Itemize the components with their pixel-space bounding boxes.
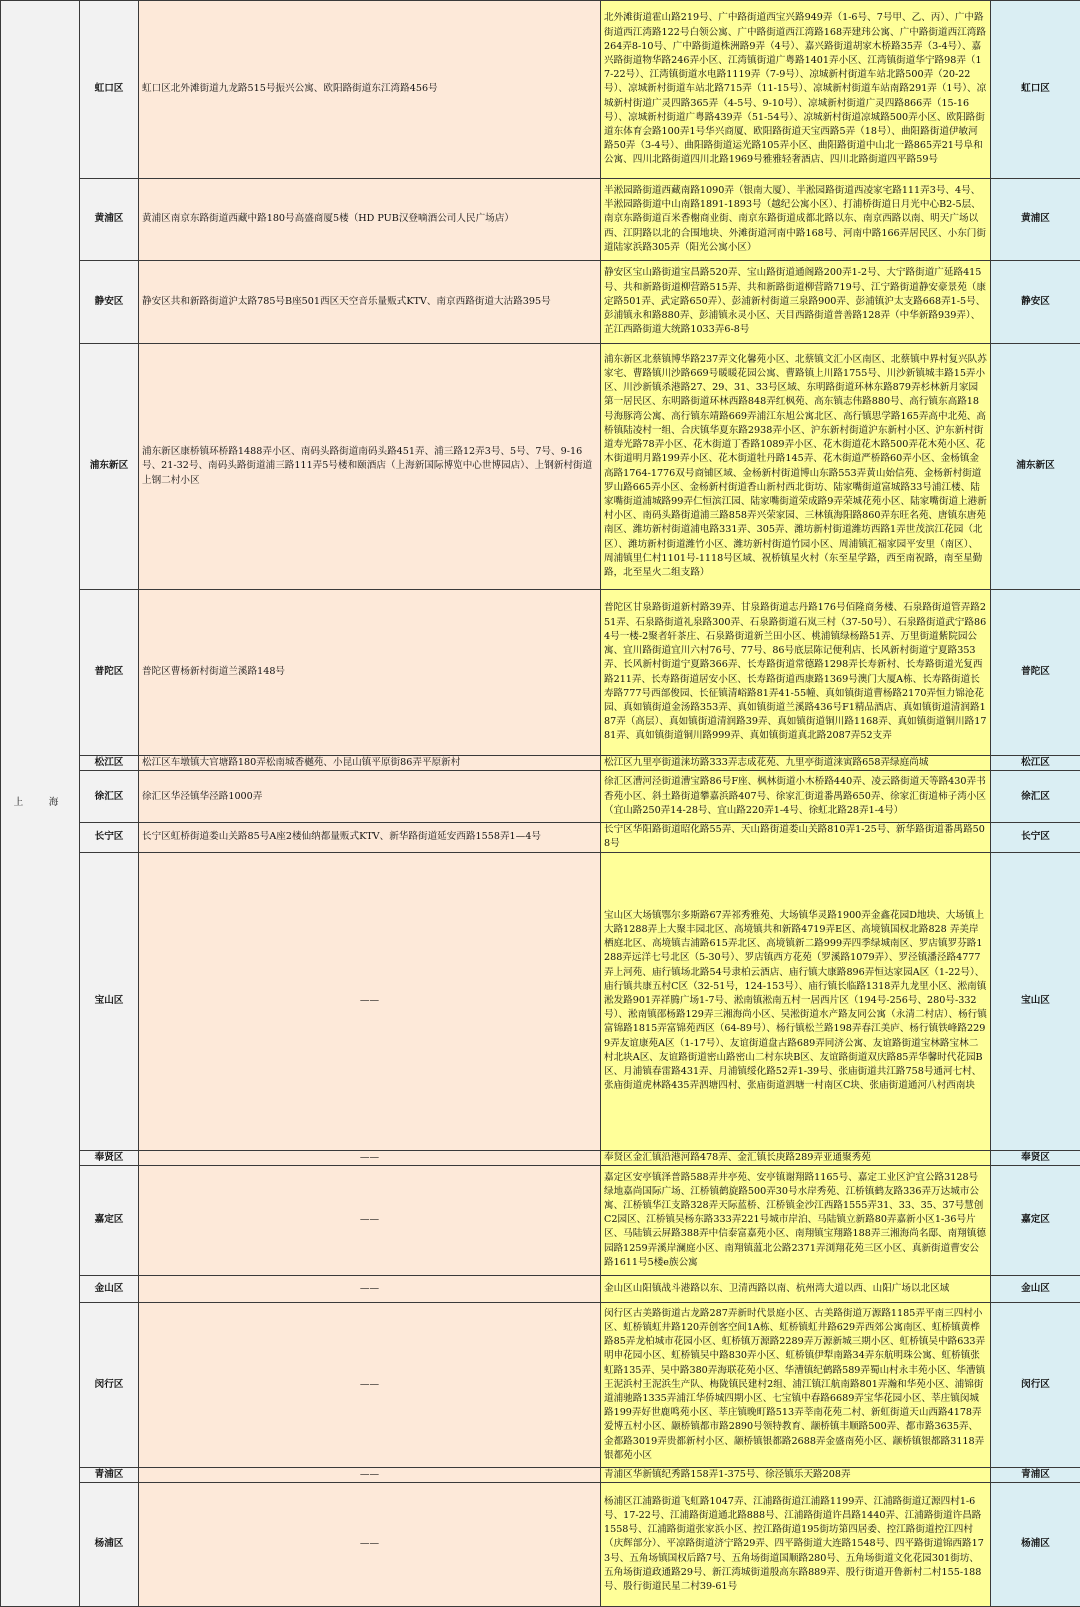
district-cell-right: 嘉定区	[991, 1165, 1080, 1275]
high-risk-cell: 松江区车墩镇大官塘路180弄松南城香樾苑、小昆山镇平原街86弄平原新村	[139, 756, 601, 771]
mid-risk-cell: 浦东新区北蔡镇博华路237弄文化馨苑小区、北蔡镇文汇小区南区、北蔡镇中界村复兴队苏家宅、曹路镇川沙路669号暖暖花园公寓、曹路镇上川路1755号、川沙新镇城丰路15弄小区、川沙新镇杀港路27、29、31、33号区域、东明路街道环林东路879弄杉林新月家园第一居民区、东明路街道环林西路848弄红枫苑、高东镇志伟路880号、高行镇东高路18号海豚湾公寓、高行镇东靖路669弄浦江东旭公寓北区、高行镇思学路165弄高中北苑、高桥镇陆凌村一组、合庆镇华夏东路2938弄小区、沪东新村街道沪东新村小区、沪东新村街道寿光路78弄小区、花木街道丁香路1089弄小区、花木街道花木路500弄花木苑小区、花木街道明月路199弄小区、花木街道牡丹路145弄、花木街道严桥路60弄小区、金杨镇金高路1764-1776双号商铺区域、金杨新村街道博山东路553弄黄山始信苑、金杨新村街道罗山路665弄小区、金杨新村街道香山新村西北街坊、陆家嘴街道富城路33号浦江楼、陆家嘴街道浦城路99弄仁恒滨江园、陆家嘴街道荣成路9弄荣城花苑小区、陆家嘴街道上港新村小区、南码头路街道浦三路858弄兴荣家园、三林镇海阳路860弄东旺名苑、唐镇东唐苑南区、潍坊新村街道浦电路331弄、305弄、潍坊新村街道潍坊西路1弄世茂滨江花园（北区）、潍坊新村街道潍竹小区、潍坊新村街道竹园小区、周浦镇汇福家园平安里（南区）、周浦镇里仁村1101号-1118号区域、祝桥镇星火村（东至星学路，西至南祝路，南至星勤路，北至星火二组支路）	[601, 344, 991, 590]
table-row	[1, 1275, 1080, 1302]
district-cell: 金山区	[80, 1275, 139, 1302]
mid-risk-cell: 徐汇区漕河泾街道漕宝路86号F座、枫林街道小木桥路440弄、凌云路街道天等路430弄书香苑小区、斜土路街道攀嘉浜路407号、徐家汇街道番禺路650弄、徐家汇街道柿子湾小区（宜山路250弄14-28号、宜山路220弄1-4号、徐虹北路28弄1-4号）	[601, 771, 991, 823]
district-cell-right: 闵行区	[991, 1302, 1080, 1467]
district-cell: 杨浦区	[80, 1483, 139, 1607]
table-row	[1, 823, 1080, 852]
mid-risk-cell: 北外滩街道霍山路219号、广中路街道西宝兴路949弄（1-6号、7号甲、乙、丙）、广中路街道西江湾路122号白领公寓、广中路街道西江湾路168弄建玮公寓、广中路街道西江湾路264弄8-10号、广中路街道株洲路9弄（4号）、嘉兴路街道胡家木桥路35弄（3-4号）、嘉兴路街道物华路246弄小区、江湾镇街道广粤路1401弄小区、江湾镇街道华宁路98弄（17-22号）、江湾镇街道水电路1119弄（7-9号）、凉城新村街道车站北路500弄（20-22号）、凉城新村街道车站北路715弄（11-15号）、凉城新村街道车站南路291弄（1号）、凉城新村街道广灵四路365弄（4-5号、9-10号）、凉城新村街道广灵四路866弄（15-16号）、凉城新村街道广粤路439弄（51-54号）、凉城新村街道凉城路500弄小区、欧阳路街道东体育会路100弄1号华兴商厦、欧阳路街道天宝西路5弄（18号）、曲阳路街道伊敏河路50弄（3-4号）、曲阳路街道运光路105弄小区、曲阳路街道中山北一路865弄21号阜和公寓、四川北路街道四川北路1969号雅雅轻奢酒店、四川北路街道四平路59号	[601, 1, 991, 179]
table-row	[1, 1150, 1080, 1165]
district-cell: 闵行区	[80, 1302, 139, 1467]
district-cell: 奉贤区	[80, 1150, 139, 1165]
district-cell: 徐汇区	[80, 771, 139, 823]
district-cell: 浦东新区	[80, 344, 139, 590]
high-risk-cell: 黄浦区南京东路街道西藏中路180号高盛商厦5楼（HD PUB汉登嘀酒公司人民广场店）	[139, 179, 601, 261]
table-row	[1, 590, 1080, 756]
table-row	[1, 852, 1080, 1150]
high-risk-cell: 静安区共和新路街道沪太路785号B座501西区天空音乐量贩式KTV、南京西路街道大沽路395号	[139, 261, 601, 344]
mid-risk-cell: 半淞园路街道西藏南路1090弄（银南大厦）、半淞园路街道西凌家宅路111弄3号、4号、半淞园路街道中山南路1891-1893号（越纪公寓小区）、打浦桥街道日月光中心B2-5层、南京东路街道百米香榭商业街、南京东路街道成都北路以东、南京西路以南、明天广场以西、江阴路以北的合围地块、外滩街道河南中路168号、河南中路166弄居民区、小东门街道陆家浜路305弄（阳光公寓小区）	[601, 179, 991, 261]
high-risk-cell: ——	[139, 1275, 601, 1302]
table-row	[1, 179, 1080, 261]
district-cell-right: 浦东新区	[991, 344, 1080, 590]
high-risk-cell: ——	[139, 1302, 601, 1467]
mid-risk-cell: 长宁区华阳路街道昭化路55弄、天山路街道娄山关路810弄1-25号、新华路街道番禺路508号	[601, 823, 991, 852]
high-risk-cell: ——	[139, 1467, 601, 1482]
table-row	[1, 1467, 1080, 1482]
high-risk-cell: 浦东新区康桥镇环桥路1488弄小区、南码头路街道南码头路451弄、浦三路12弄3号、5号、7号、9-16号、21-32号、南码头路街道浦三路111弄5号楼和颐酒店（上海新国际博览中心世博园店）、上钢新村街道上钢二村小区	[139, 344, 601, 590]
district-cell: 静安区	[80, 261, 139, 344]
district-cell-right: 长宁区	[991, 823, 1080, 852]
table-row	[1, 1, 1080, 179]
district-cell-right: 金山区	[991, 1275, 1080, 1302]
mid-risk-cell: 杨浦区江浦路街道飞虹路1047弄、江浦路街道江浦路1199弄、江浦路街道辽源四村1-6号、17-22号、江浦路街道通北路888号、江浦路街道许昌路1440弄、江浦路街道许昌路1558号、江浦路街道张家浜小区、控江路街道195街坊第四居委、控江路街道控江四村（庆辉部分）、平凉路街道济宁路29弄、四平路街道大连路1548号、四平路街道锦西路173号、五角场镇国权后路7号、五角场街道国顺路280号、五角场街道文化花园301街坊、五角场街道政通路29号、新江湾城街道殷高东路889弄、殷行街道开鲁新村二村155-188号、殷行街道民星二村39-61号	[601, 1483, 991, 1607]
table-row	[1, 771, 1080, 823]
table-row	[1, 756, 1080, 771]
mid-risk-cell: 闵行区古美路街道古龙路287弄新时代景庭小区、古美路街道万源路1185弄平南三四村小区、虹桥镇虹井路120弄创客空间1A栋、虹桥镇虹井路629弄西郊公寓南区、虹桥镇黄桦路85弄龙柏城市花园小区、虹桥镇万源路2289弄万源新城三期小区、虹桥镇吴中路633弄明申花园小区、虹桥镇吴中路830弄小区、虹桥镇伊犁南路34弄东航明珠公寓、虹桥镇张虹路135弄、吴中路380弄海联花苑小区、华漕镇纪鹤路589弄蜀山村永丰苑小区、华漕镇王泥浜村王泥浜生产队、梅陇镇民建村2组、浦江镇江航南路801弄瀚和华苑小区、浦锦街道浦驰路1335弄浦江华侨城四期小区、七宝镇中春路6689弄宝华花园小区、莘庄镇闵城路199弄好世鹿鸣苑小区、莘庄镇晚町路513弄莘南花苑二村、新虹街道天山西路4178弄爱博五村小区、颛桥镇都市路2890号领特教育、颛桥镇丰顺路500弄、都市路3635弄、金都路3019弄贵都新村小区、颛桥镇银都路2688弄金盛南苑小区、颛桥镇银都路3118弄银都苑小区	[601, 1302, 991, 1467]
district-cell: 松江区	[80, 756, 139, 771]
district-cell-right: 奉贤区	[991, 1150, 1080, 1165]
mid-risk-cell: 奉贤区金汇镇沿港河路478弄、金汇镇长庚路289弄亚通聚秀苑	[601, 1150, 991, 1165]
district-cell-right: 静安区	[991, 261, 1080, 344]
high-risk-cell: 普陀区曹杨新村街道兰溪路148号	[139, 590, 601, 756]
table-row	[1, 1302, 1080, 1467]
district-cell-right: 杨浦区	[991, 1483, 1080, 1607]
district-cell-right: 松江区	[991, 756, 1080, 771]
district-cell-right: 宝山区	[991, 852, 1080, 1150]
mid-risk-cell: 普陀区甘泉路街道新村路39弄、甘泉路街道志丹路176号佰隆商务楼、石泉路街道管弄路251弄、石泉路街道礼泉路300弄、石泉路街道石岚三村（37-50号）、石泉路街道武宁路864号一楼-2聚者轩茶庄、石泉路街道新兰田小区、桃浦镇绿杨路51弄、万里街道紫院园公寓、宜川路街道宜川六村76号、77号、86号底层陈记便利店、长风新村街道宁夏路353弄、长风新村街道宁夏路366弄、长寿路街道常德路1298弄长寿新村、长寿路街道光复西路211弄、长寿路街道居安小区、长寿路街道西康路1369号澳门大厦A栋、长寿路街道长寿路777号西部俊园、长征镇清峪路81弄41-55幢、真如镇街道曹杨路2170弄恒力锦沧花园、真如镇街道金汤路353弄、真如镇街道兰溪路436号F1精品酒店、真如镇街道清润路187弄（高层）、真如镇街道清润路39弄、真如镇街道铜川路1168弄、真如镇街道铜川路1781弄、真如镇街道铜川路999弄、真如镇街道真北路2087弄52支弄	[601, 590, 991, 756]
mid-risk-cell: 嘉定区安亭镇泽普路588弄井亭苑、安亭镇谢翔路1165号、嘉定工业区沪宜公路3128号绿地嘉尚国际广场、江桥镇鹤旋路500弄30号水岸秀苑、江桥镇鹤友路336弄万达城市公寓、江桥镇华江支路328弄天际蓝桥、江桥镇金沙江西路1555弄31、33、35、37号慧创C2园区、江桥镇吴杨东路333弄221号城市岸泊、马陆镇立新路80弄嘉新小区1-36号片区、马陆镇云屏路388弄中信泰富嘉苑小区、南翔镇宝翔路188弄三湘海尚名邸、南翔镇德园路1259弄溪岸澜庭小区、南翔镇蕰北公路2371弄浏翔花苑三区小区、真新街道曹安公路1611号5楼e族公寓	[601, 1165, 991, 1275]
district-cell-right: 普陀区	[991, 590, 1080, 756]
district-cell-right: 徐汇区	[991, 771, 1080, 823]
district-cell: 长宁区	[80, 823, 139, 852]
high-risk-cell: ——	[139, 1165, 601, 1275]
table-row	[1, 1165, 1080, 1275]
district-cell-right: 黄浦区	[991, 179, 1080, 261]
district-cell: 青浦区	[80, 1467, 139, 1482]
district-cell: 虹口区	[80, 1, 139, 179]
mid-risk-cell: 宝山区大场镇鄂尔多斯路67弄祁秀雅苑、大场镇华灵路1900弄金鑫花园D地块、大场镇上大路1288弄上大聚丰园北区、高境镇共和新路4719弄E区、高境镇国权北路828 弄美岸栖庭北区、高境镇吉浦路615弄北区、高境镇新二路999弄四季绿城南区、罗店镇罗芬路1288弄远洋七号北区（5-30号）、罗店镇西方花苑（罗溪路1079弄）、罗泾镇潘泾路4777弄上河苑、庙行镇场北路54号隶柏云酒店、庙行镇大康路896弄恒达家园A区（1-22号）、庙行镇共康五村C区（32-51号，124-153号）、庙行镇长临路1318弄九龙里小区、淞南镇淞发路901弄祥腾广场1-7号、淞南镇淞南五村一居西片区（194号-256号、280号-332号）、淞南镇邵杨路129弄三湘海尚小区、吴淞街道水产路友同公寓（永清二村店）、杨行镇富锦路1815弄富锦苑西区（64-89号）、杨行镇松兰路198弄春江美庐、杨行镇铁峰路2299弄友谊康苑A区（1-17号）、友谊街道盘古路689弄同济公寓、友谊路街道宝林路宝林二村北块A区、友谊路街道密山路密山二村东块B区、友谊路街道双庆路85弄华馨时代花园B区、月浦镇春雷路431弄、月浦镇绥化路52弄1-39号、张庙街道共江路758号通河七村、张庙街道虎林路435弄泗塘四村、张庙街道泗塘一村南区C块、张庙街道通河八村西南块	[601, 852, 991, 1150]
high-risk-cell: ——	[139, 852, 601, 1150]
high-risk-cell: ——	[139, 1150, 601, 1165]
district-cell: 嘉定区	[80, 1165, 139, 1275]
district-cell: 黄浦区	[80, 179, 139, 261]
mid-risk-cell: 青浦区华新镇纪秀路158弄1-375号、徐泾镇乐天路208弄	[601, 1467, 991, 1482]
district-cell-right: 青浦区	[991, 1467, 1080, 1482]
high-risk-cell: 虹口区北外滩街道九龙路515号振兴公寓、欧阳路街道东江湾路456号	[139, 1, 601, 179]
city-cell: 上 海	[1, 1, 80, 1607]
mid-risk-cell: 静安区宝山路街道宝昌路520弄、宝山路街道通阁路200弄1-2号、大宁路街道广延路415号、共和新路街道柳营路515弄、共和新路街道柳营路719号、江宁路街道静安豪景苑（康定路501弄、武定路650弄）、彭浦新村街道三泉路900弄、彭浦镇沪太支路668弄1-5号、彭浦镇永和路880弄、彭浦镇永灵小区、天目西路街道普善路128弄（中华新路939弄）、芷江西路街道大统路1033弄6-8号	[601, 261, 991, 344]
mid-risk-cell: 松江区九里亭街道涞坊路333弄志成花苑、九里亭街道涞寅路658弄绿庭尚城	[601, 756, 991, 771]
district-cell: 普陀区	[80, 590, 139, 756]
district-cell-right: 虹口区	[991, 1, 1080, 179]
table-row	[1, 344, 1080, 590]
table-row	[1, 261, 1080, 344]
high-risk-cell: 徐汇区华泾镇华泾路1000弄	[139, 771, 601, 823]
high-risk-cell: ——	[139, 1483, 601, 1607]
table-row	[1, 1483, 1080, 1607]
district-cell: 宝山区	[80, 852, 139, 1150]
high-risk-cell: 长宁区虹桥街道娄山关路85号A座2楼仙纳都量贩式KTV、新华路街道延安西路1558弄1—4号	[139, 823, 601, 852]
mid-risk-cell: 金山区山阳镇战斗港路以东、卫清西路以南、杭州湾大道以西、山阳广场以北区域	[601, 1275, 991, 1302]
